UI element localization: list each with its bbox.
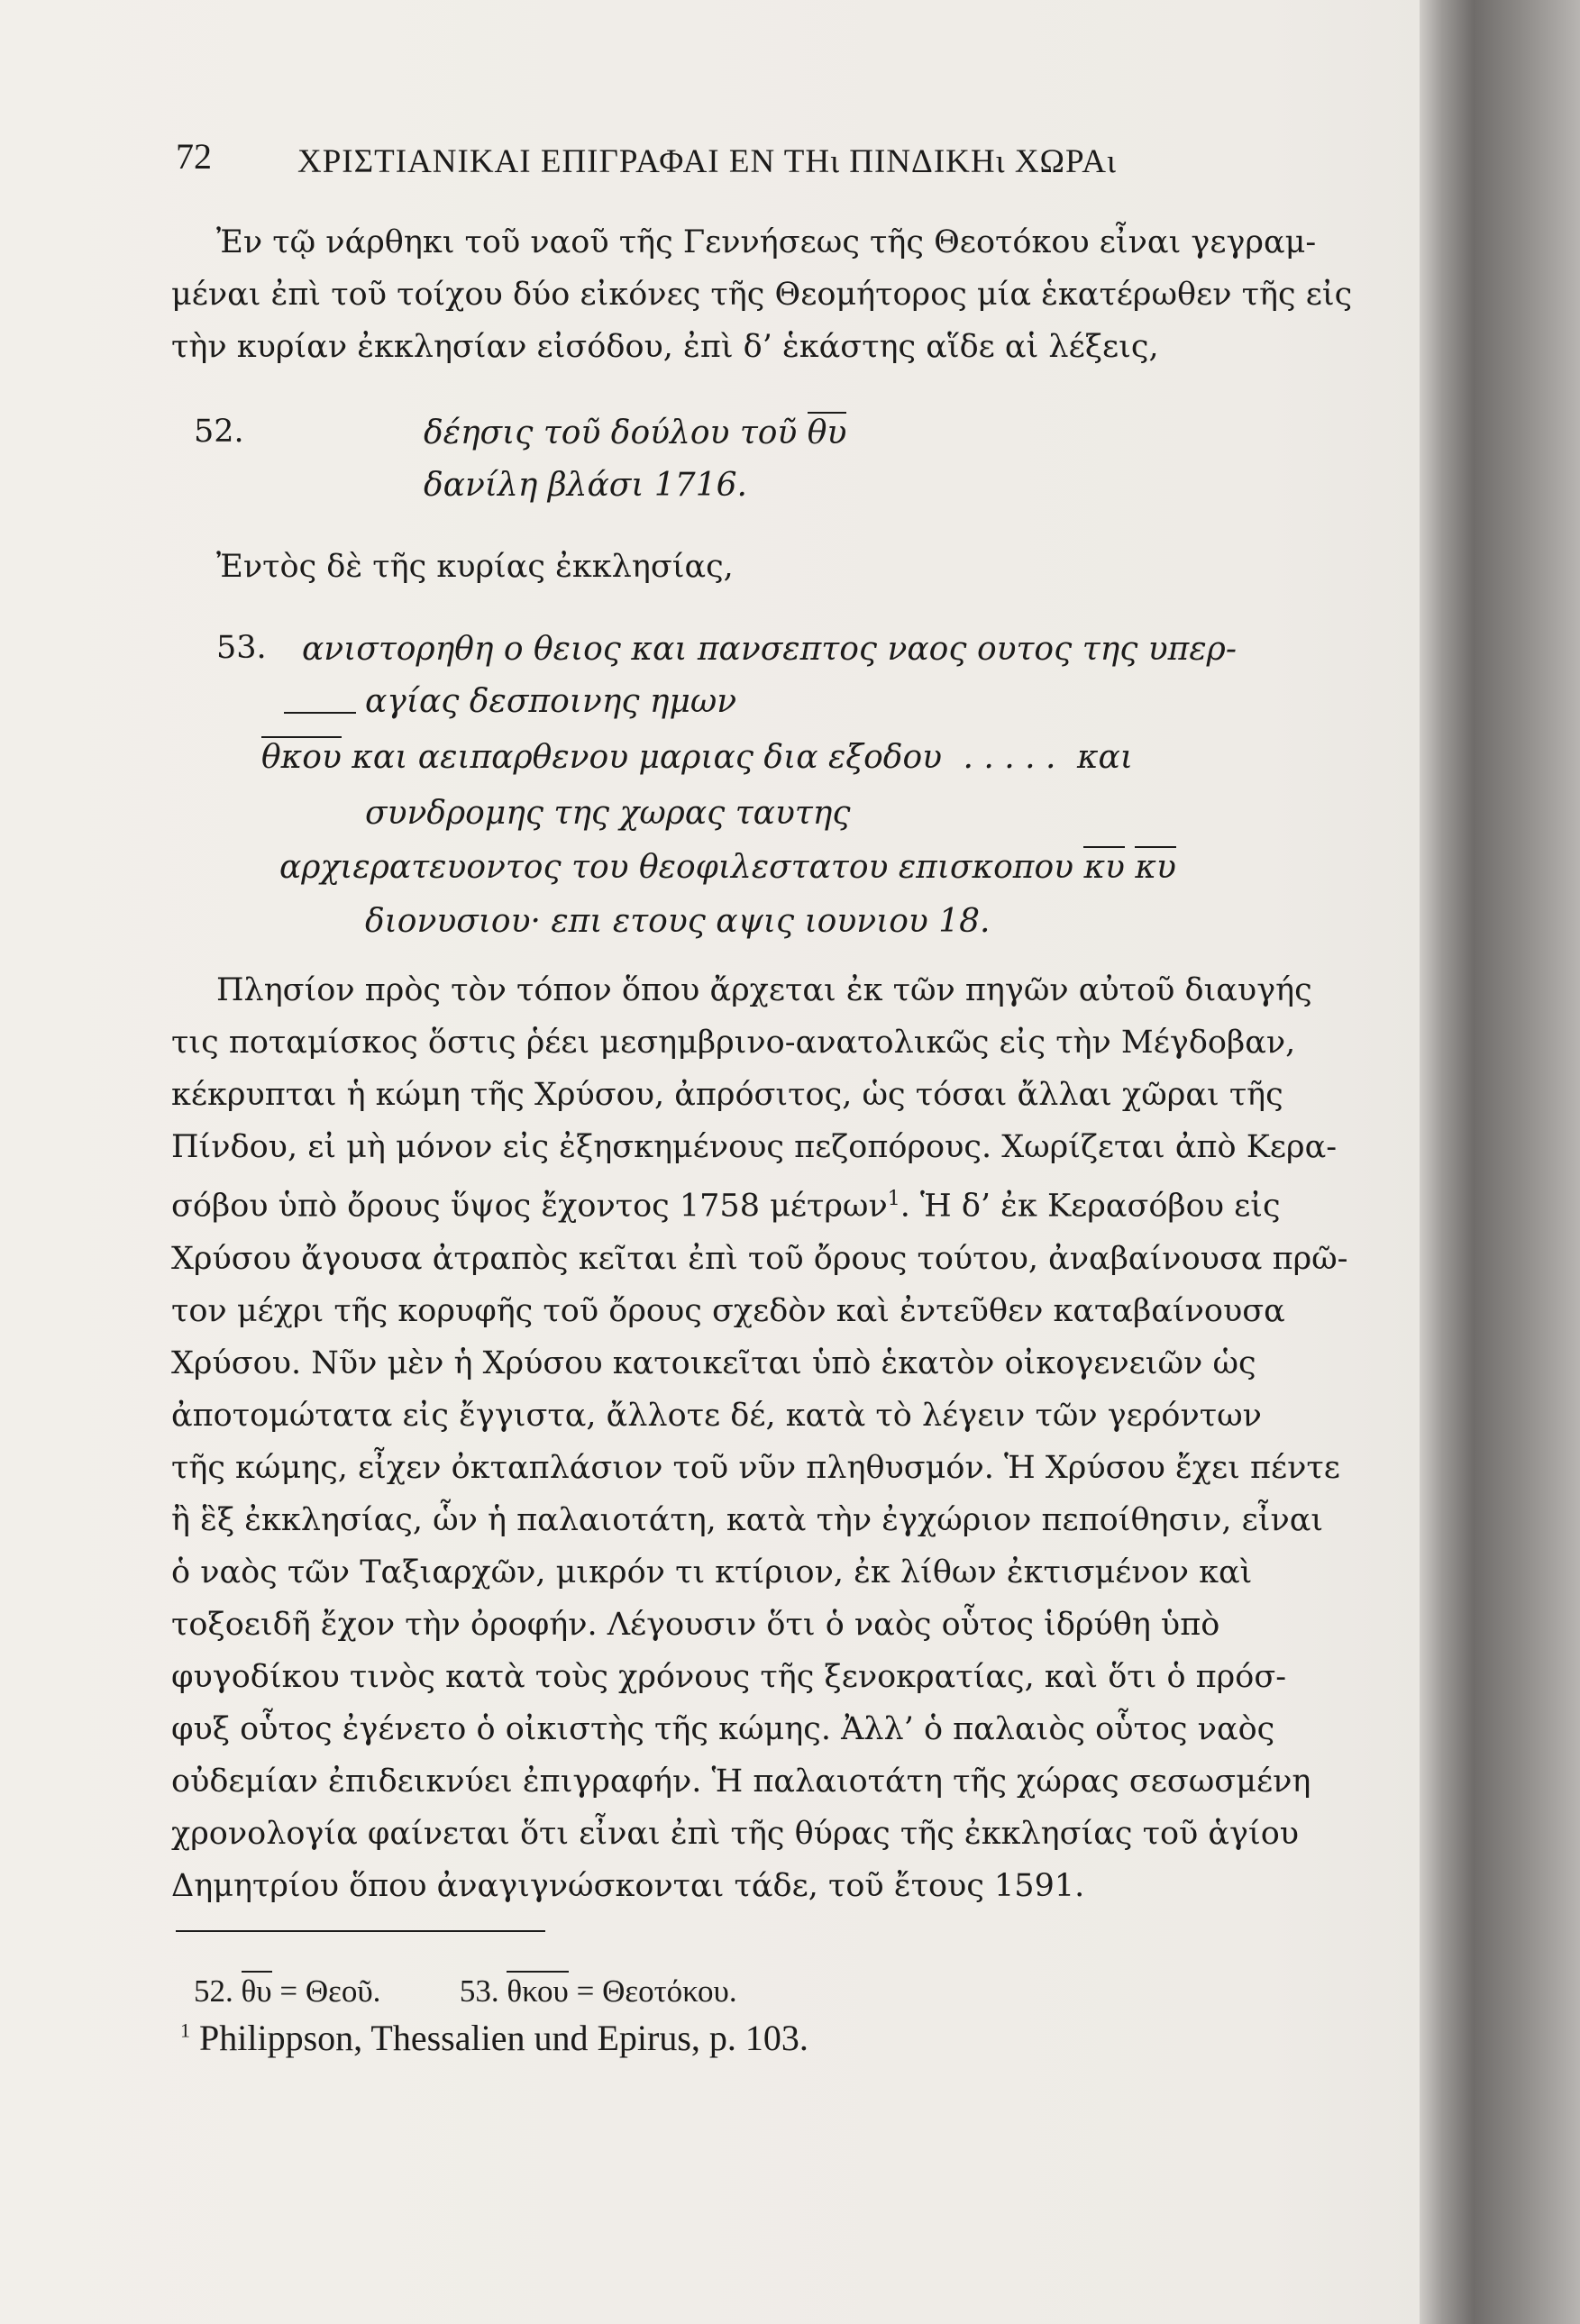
inscription-text: αρχιερατευοντος του θεοφιλεστατου επισκοπου: [279, 849, 1073, 886]
intro-line: μέναι ἐπὶ τοῦ τοίχου δύο εἰκόνες τῆς Θεομήτορος μία ἑκατέρωθεν τῆς εἰς: [171, 277, 1353, 313]
footnote-number: 52.: [194, 1973, 233, 2009]
middle-line: Ἐντὸς δὲ τῆς κυρίας ἐκκλησίας,: [216, 549, 734, 585]
paragraph-line: κέκρυπται ἡ κώμη τῆς Χρύσου, ἀπρόσιτος, ὡς τόσαι ἄλλαι χῶραι τῆς: [171, 1077, 1283, 1113]
abbreviation: θκου: [507, 1971, 568, 2009]
inscription-text: δέησις τοῦ δούλου τοῦ: [424, 415, 798, 451]
abbreviation: θυ: [242, 1971, 272, 2009]
paragraph-line: τῆς κώμης, εἶχεν ὀκταπλάσιον τοῦ νῦν πληθυσμόν. Ἡ Χρύσου ἔχει πέντε: [171, 1449, 1340, 1486]
inscription-52-line-1: [424, 407, 846, 460]
inscription-52-line-2: δανίλη βλάσι 1716.: [424, 467, 747, 504]
paragraph-line: οὐδεμίαν ἐπιδεικνύει ἐπιγραφήν. Ἡ παλαιοτάτη τῆς χώρας σεσωσμένη: [171, 1763, 1311, 1800]
abbreviation: θκου: [261, 736, 342, 776]
footnote-text: = Θεοτόκου.: [576, 1973, 737, 2009]
intro-line: τὴν κυρίαν ἐκκλησίαν εἰσόδου, ἐπὶ δ’ ἑκάστης αἵδε αἱ λέξεις,: [171, 329, 1159, 365]
paragraph-line: Χρύσου ἄγουσα ἀτραπὸς κεῖται ἐπὶ τοῦ ὄρους τούτου, ἀναβαίνουσα πρῶ-: [171, 1240, 1348, 1277]
abbreviation: θυ: [808, 412, 847, 451]
abbreviation: κυ: [1135, 846, 1176, 886]
inscription-text: και αειπαρθενου μαριας δια εξοδου: [352, 739, 943, 776]
footnote-text: Philippson, Thessalien und Epirus, p. 103.: [199, 2018, 808, 2058]
footnote-number: 53.: [459, 1973, 499, 2009]
paragraph-text: Ἡ δ’ ἐκ Κερασόβου εἰς: [920, 1188, 1281, 1225]
blank-rule: [284, 712, 356, 714]
footnote-marker: 1: [180, 2019, 190, 2042]
paragraph-line: φυγοδίκου τινὸς κατὰ τοὺς χρόνους τῆς ξενοκρατίας, καὶ ὅτι ὁ πρόσ-: [171, 1658, 1287, 1695]
inscription-53-line-5: [279, 842, 1176, 894]
main-paragraph: [171, 964, 1348, 1912]
paragraph-line: ὁ ναὸς τῶν Ταξιαρχῶν, μικρόν τι κτίριον, ἐκ λίθων ἐκτισμένον καὶ: [171, 1554, 1253, 1590]
paragraph-line: Χρύσου. Νῦν μὲν ἡ Χρύσου κατοικεῖται ὑπὸ ἑκατὸν οἰκογενειῶν ὡς: [171, 1344, 1256, 1381]
page-number: 72: [176, 136, 212, 177]
inscription-53-line-1: ανιστορηθη ο θειος και πανσεπτος ναος ουτος της υπερ-: [302, 631, 1237, 668]
paragraph-line: Δημητρίου ὅπου ἀναγιγνώσκονται τάδε, τοῦ ἔτους 1591.: [171, 1867, 1085, 1904]
lacuna-dots: . . . . .: [963, 739, 1056, 776]
paragraph-line: ἀποτομώτατα εἰς ἔγγιστα, ἄλλοτε δέ, κατὰ τὸ λέγειν τῶν γερόντων: [171, 1397, 1262, 1434]
paragraph-line: σόβου ὑπὸ ὄρους ὕψος ἔχοντος 1758 μέτρων$^1$. Ἡ δ’ ἐκ Κερασόβου εἰς: [171, 1188, 1281, 1225]
paragraph-line: Πλησίον πρὸς τὸν τόπον ὅπου ἄρχεται ἐκ τῶν πηγῶν αὐτοῦ διαυγής: [216, 972, 1312, 1008]
inscription-53-line-2: αγίας δεσποινης ημων: [365, 683, 737, 720]
paragraph-line: χρονολογία φαίνεται ὅτι εἶναι ἐπὶ τῆς θύρας τῆς ἐκκλησίας τοῦ ἁγίου: [171, 1815, 1300, 1852]
intro-line: Ἐν τῷ νάρθηκι τοῦ ναοῦ τῆς Γεννήσεως τῆς Θεοτόκου εἶναι γεγραμ-: [216, 224, 1317, 260]
paragraph-line: τοξοειδῆ ἔχον τὴν ὀροφήν. Λέγουσιν ὅτι ὁ ναὸς οὗτος ἱδρύθη ὑπὸ: [171, 1606, 1220, 1643]
paragraph-line: φυξ οὗτος ἐγένετο ὁ οἰκιστὴς τῆς κώμης. Ἀλλ’ ὁ παλαιὸς οὗτος ναὸς: [171, 1710, 1275, 1747]
footnote-abbreviations: [194, 1973, 737, 2010]
footnote-marker: 1: [887, 1188, 900, 1210]
inscription-53-line-3: [261, 732, 1133, 784]
footnote-text: = Θεοῦ.: [279, 1973, 381, 2009]
inscription-text: και: [1076, 739, 1133, 776]
book-spine-shadow: [1420, 0, 1580, 2324]
footnote-1: [180, 2017, 808, 2059]
intro-paragraph: [171, 216, 1352, 373]
abbreviation: κυ: [1083, 846, 1125, 886]
inscription-53-line-4: συνδρομης της χωρας ταυτης: [365, 795, 851, 832]
paragraph-line: Πίνδου, εἰ μὴ μόνον εἰς ἐξησκημένους πεζοπόρους. Χωρίζεται ἀπὸ Κερα-: [171, 1129, 1338, 1165]
footnote-rule: [176, 1930, 545, 1932]
paragraph-line: τις ποταμίσκος ὅστις ῥέει μεσημβρινο-ανατολικῶς εἰς τὴν Μέγδοβαν,: [171, 1025, 1296, 1061]
paragraph-text: σόβου ὑπὸ ὄρους ὕψος ἔχοντος 1758 μέτρων: [171, 1188, 888, 1225]
paragraph-line: ἢ ἓξ ἐκκλησίας, ὧν ἡ παλαιοτάτη, κατὰ τὴν ἐγχώριον πεποίθησιν, εἶναι: [171, 1501, 1324, 1538]
inscription-52-number: 52.: [194, 414, 244, 450]
running-title: ΧΡΙΣΤΙΑΝΙΚΑΙ ΕΠΙΓΡΑΦΑΙ ΕΝ ΤΗι ΠΙΝΔΙΚΗι ΧΩΡΑι: [297, 143, 1117, 180]
inscription-53-line-6: διονυσιου· επι ετους αψις ιουνιου 18.: [365, 903, 991, 940]
paragraph-line: τον μέχρι τῆς κορυφῆς τοῦ ὄρους σχεδὸν καὶ ἐντεῦθεν καταβαίνουσα: [171, 1292, 1285, 1329]
inscription-53-number: 53.: [216, 630, 267, 666]
